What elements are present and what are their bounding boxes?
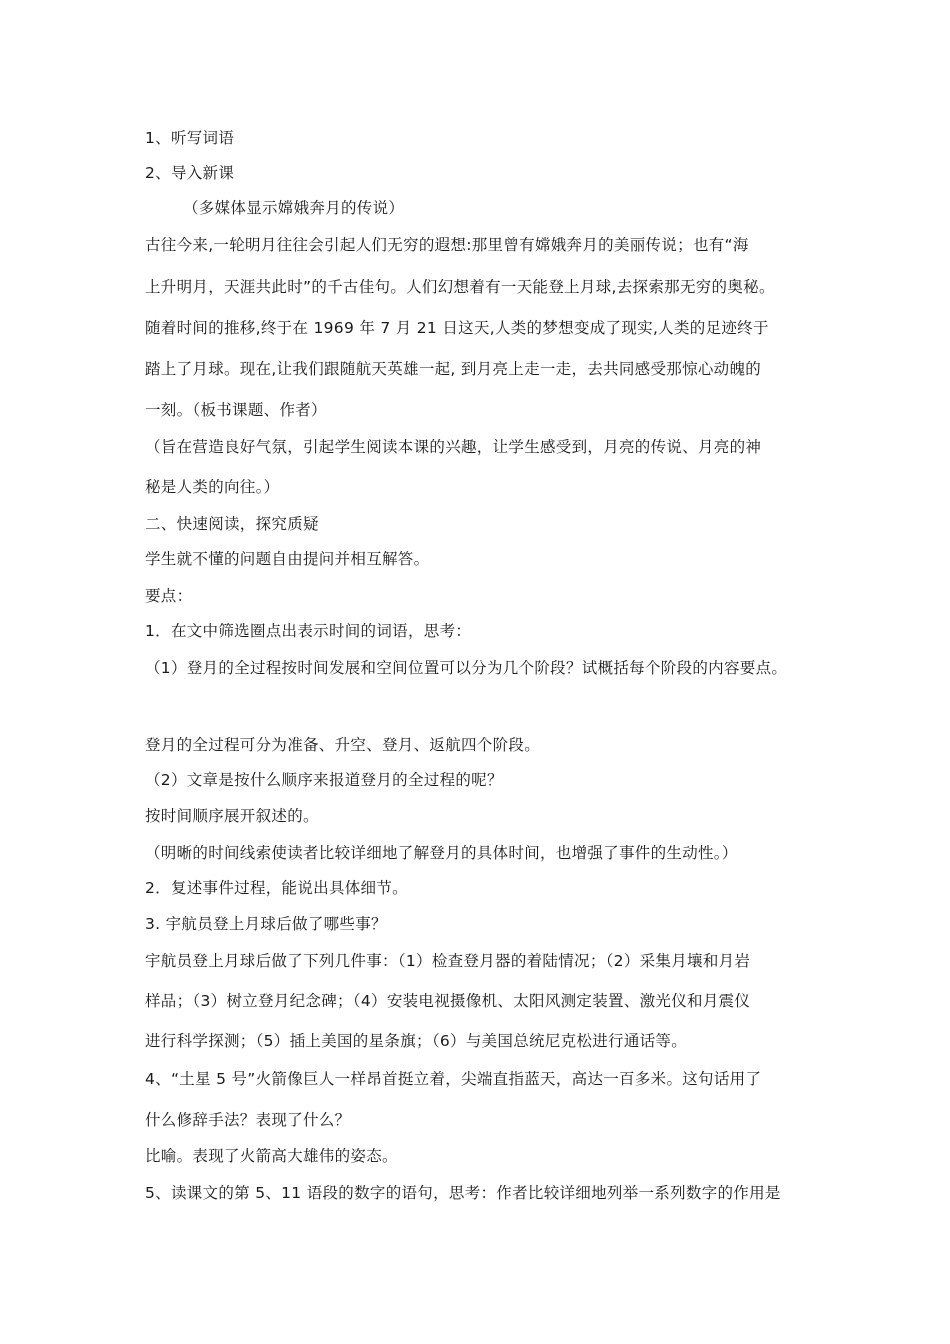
question-1: 1．在文中筛选圈点出表示时间的词语，思考： (145, 622, 472, 640)
purpose-note-line-1: （旨在营造良好气氛，引起学生阅读本课的兴趣，让学生感受到，月亮的传说、月亮的神 (145, 438, 762, 456)
answer-3-line-3: 进行科学探测；（5）插上美国的星条旗；（6）与美国总统尼克松进行通话等。 (145, 1032, 688, 1050)
question-1-sub-1: （1）登月的全过程按时间发展和空间位置可以分为几个阶段？试概括每个阶段的内容要点。 (145, 659, 788, 677)
question-1-sub-2: （2）文章是按什么顺序来报道登月的全过程的呢？ (145, 771, 503, 789)
purpose-note-line-2: 秘是人类的向往。） (145, 478, 280, 496)
intro-paragraph-line-3: 随着时间的推移,终于在 1969 年 7 月 21 日这天,人类的梦想变成了现实,人类的足迹终于 (145, 319, 769, 337)
item-dictation: 1、听写词语 (145, 129, 235, 147)
intro-paragraph-line-4: 踏上了月球。现在,让我们跟随航天英雄一起, 到月亮上走一走，去共同感受那惊心动魄的 (145, 360, 762, 378)
question-4-line-2: 什么修辞手法？表现了什么？ (145, 1111, 351, 1129)
question-3: 3. 宇航员登上月球后做了哪些事？ (145, 915, 387, 933)
question-5: 5、读课文的第 5、11 语段的数字的语句，思考：作者比较详细地列举一系列数字的作用是 (145, 1184, 781, 1202)
answer-3-line-1: 宇航员登上月球后做了下列几件事：（1）检查登月器的着陆情况；（2）采集月壤和月岩 (145, 952, 751, 970)
question-2: 2．复述事件过程，能说出具体细节。 (145, 879, 408, 897)
answer-4: 比喻。表现了火箭高大雄伟的姿态。 (145, 1147, 398, 1165)
intro-paragraph-line-2: 上升明月，天涯共此时”的千古佳句。人们幻想着有一天能登上月球,去探索那无穷的奥秘。 (145, 278, 775, 296)
answer-3-line-2: 样品；（3）树立登月纪念碑；（4）安装电视摄像机、太阳风测定装置、激光仪和月震仪 (145, 992, 751, 1010)
item-new-lesson: 2、导入新课 (145, 164, 235, 182)
intro-paragraph-line-5: 一刻。（板书课题、作者） (145, 401, 327, 419)
section-heading-fast-reading: 二、快速阅读，探究质疑 (145, 515, 319, 533)
student-questions: 学生就不懂的问题自由提问并相互解答。 (145, 550, 430, 568)
answer-1-note: （明晰的时间线索使读者比较详细地了解登月的具体时间，也增强了事件的生动性。） (145, 844, 738, 862)
intro-paragraph-line-1: 古往今来,一轮明月往往会引起人们无穷的遐想:那里曾有嫦娥奔月的美丽传说；也有“海 (145, 236, 749, 254)
key-points-label: 要点： (145, 587, 193, 605)
answer-1-sub-1: 登月的全过程可分为准备、升空、登月、返航四个阶段。 (145, 736, 541, 754)
multimedia-note: （多媒体显示嫦娥奔月的传说） (183, 199, 405, 217)
question-4-line-1: 4、“土星 5 号”火箭像巨人一样昂首挺立着，尖端直指蓝天，高达一百多米。这句话用了 (145, 1070, 762, 1088)
answer-1-sub-2: 按时间顺序展开叙述的。 (145, 807, 319, 825)
